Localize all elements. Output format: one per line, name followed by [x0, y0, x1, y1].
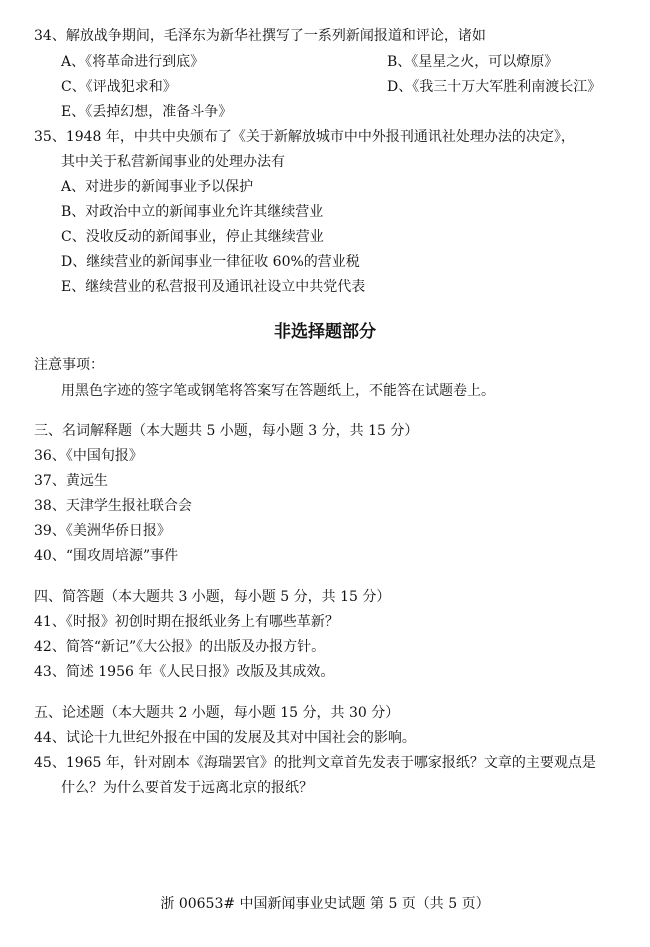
q34-stem: 34、解放战争期间，毛泽东为新华社撰写了一系列新闻报道和评论，诸如: [34, 28, 486, 44]
q40: 40、“围攻周培源”事件: [34, 548, 179, 564]
q34-option-d: D、《我三十万大军胜利南渡长江》: [387, 79, 602, 95]
q34-option-a: A、《将革命进行到底》: [61, 54, 205, 70]
notice-heading: 注意事项：: [34, 357, 104, 373]
q37: 37、黄远生: [34, 473, 108, 489]
q35-option-a: A、对进步的新闻事业予以保护: [61, 179, 254, 195]
q42: 42、简答“新记”《大公报》的出版及办报方针。: [34, 639, 326, 655]
q35-option-d: D、继续营业的新闻事业一律征收 60%的营业税: [61, 254, 360, 270]
q35-stem-line2: 其中关于私营新闻事业的处理办法有: [61, 154, 285, 170]
part4-heading: 四、简答题（本大题共 3 小题，每小题 5 分，共 15 分）: [34, 589, 391, 605]
q35-option-c: C、没收反动的新闻事业，停止其继续营业: [61, 229, 324, 245]
q35-option-b: B、对政治中立的新闻事业允许其继续营业: [61, 204, 324, 220]
q45-line1: 45、1965 年，针对剧本《海瑞罢官》的批判文章首先发表于哪家报纸？文章的主要观点是: [34, 755, 596, 771]
q43: 43、简述 1956 年《人民日报》改版及其成效。: [34, 664, 335, 680]
page-footer: 浙 00653# 中国新闻事业史试题 第 5 页（共 5 页）: [160, 896, 490, 912]
q34-option-b: B、《星星之火，可以燎原》: [387, 54, 559, 70]
part5-heading: 五、论述题（本大题共 2 小题，每小题 15 分，共 30 分）: [34, 705, 400, 721]
q45-line2: 什么？为什么要首发于远离北京的报纸？: [61, 780, 313, 796]
q35-stem-line1: 35、1948 年，中共中央颁布了《关于新解放城市中中外报刊通讯社处理办法的决定》，: [34, 129, 575, 145]
part3-heading: 三、名词解释题（本大题共 5 小题，每小题 3 分，共 15 分）: [34, 423, 419, 439]
section-title: 非选择题部分: [274, 322, 376, 342]
q41: 41、《时报》初创时期在报纸业务上有哪些革新？: [34, 614, 339, 630]
q34-option-c: C、《评战犯求和》: [61, 79, 177, 95]
q44: 44、试论十九世纪外报在中国的发展及其对中国社会的影响。: [34, 730, 416, 746]
notice-text: 用黑色字迹的签字笔或钢笔将答案写在答题纸上，不能答在试题卷上。: [61, 383, 495, 399]
q39: 39、《美洲华侨日报》: [34, 523, 171, 539]
q35-option-e: E、继续营业的私营报刊及通讯社设立中共党代表: [61, 279, 366, 295]
q38: 38、天津学生报社联合会: [34, 498, 192, 514]
q34-option-e: E、《丢掉幻想，准备斗争》: [61, 104, 233, 120]
q36: 36、《中国旬报》: [34, 448, 143, 464]
